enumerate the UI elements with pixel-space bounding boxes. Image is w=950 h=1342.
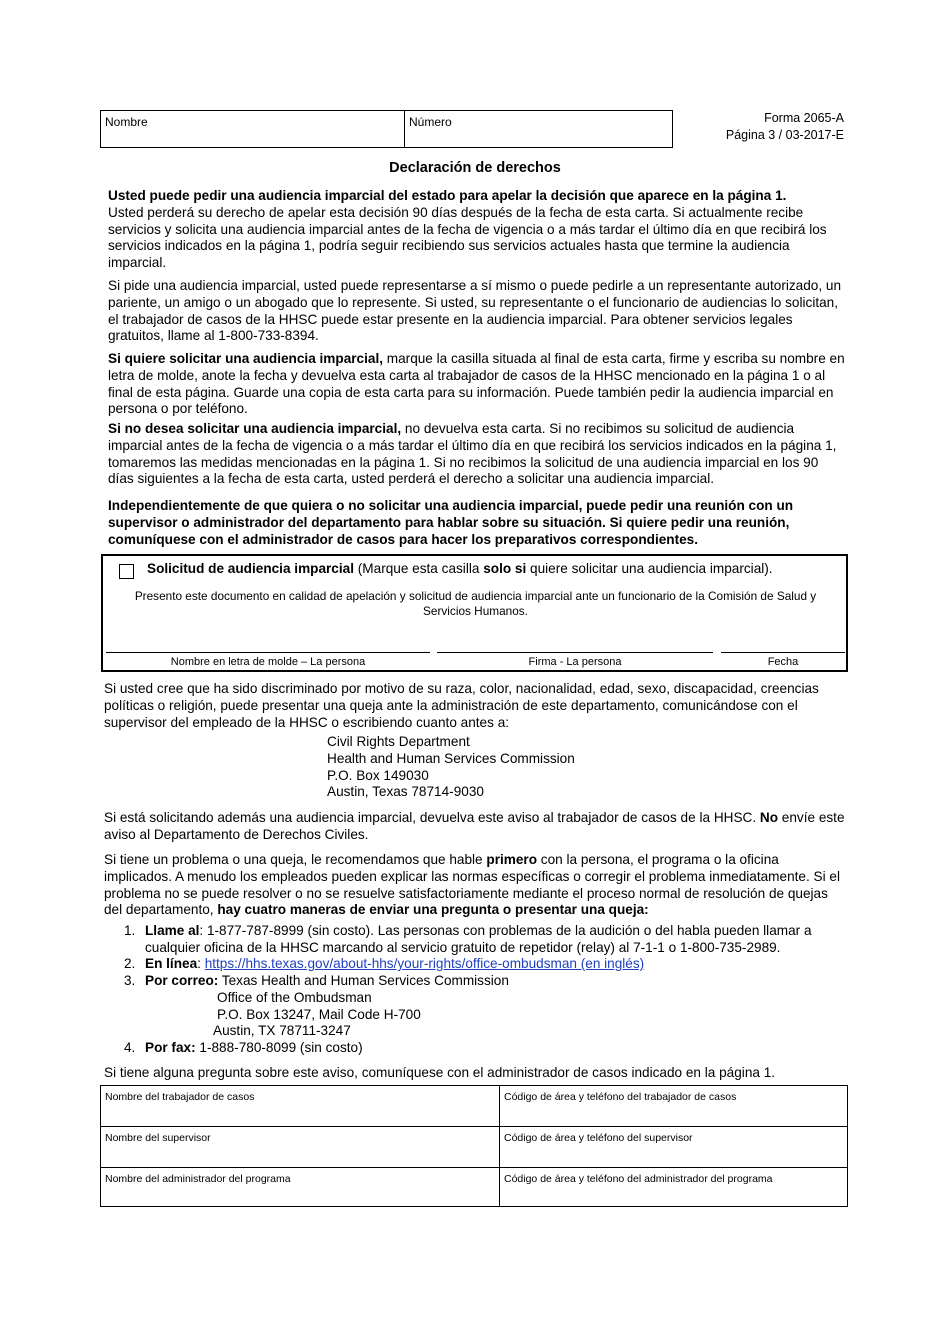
list-number: 1. (124, 923, 136, 938)
method-fax-text (145, 1040, 845, 1057)
field-label: Código de área y teléfono del supervisor (504, 1132, 693, 1144)
name-field[interactable] (101, 111, 404, 147)
address-line: P.O. Box 149030 (327, 767, 429, 783)
hearing-request-title-text: (Marque esta casilla (354, 561, 484, 576)
list-number: 4. (124, 1040, 136, 1055)
signature-label: Firma - La persona (528, 656, 622, 668)
hearing-request-only-if: solo si (483, 561, 527, 576)
mail-address-line: Austin, TX 78711-3247 (213, 1023, 351, 1038)
paragraph-meeting: Independientemente de que quiera o no solicitar una audiencia imparcial, puede pedir una reunión con un supervisor o administrador del departamento para hablar sobre su situación. Si quiere pedir una reunión, comuníquese con el administrador de casos para hacer los preparativos correspondientes. (108, 498, 794, 547)
paragraph-discrimination: Si usted cree que ha sido discriminado por motivo de su raza, color, nacionalidad, edad, sexo, discapacidad, creencias políticas o religión, puede presentar una queja ante la administración de este departamento, comunicándose con el supervisor del empleado de la HHSC o escribiendo cuanto antes a: (104, 681, 819, 730)
date-line[interactable] (721, 652, 845, 653)
address-line: Austin, Texas 78714-9030 (327, 784, 484, 800)
list-number: 3. (124, 973, 136, 988)
method-mail-label: Por correo: (145, 973, 219, 988)
address-line: Civil Rights Department (327, 734, 470, 749)
return-notice-bold: No (759, 810, 779, 825)
program-admin-name-field[interactable] (101, 1168, 499, 1208)
hearing-request-title-bold: Solicitud de audiencia imparcial (147, 561, 354, 576)
method-online-text (145, 956, 845, 973)
method-mail-text (145, 973, 845, 990)
hearing-request-statement: Presento este documento en calidad de apelación y solicitud de audiencia imparcial ante un funcionario de la Comisión de Salud y Servicios Humanos. (134, 589, 817, 618)
complaint-text: Si tiene un problema o una queja, le recomendamos que hable (104, 852, 487, 867)
complaint-ways-bold: hay cuatro maneras de enviar una pregunta o presentar una queja: (217, 902, 649, 918)
field-label: Código de área y teléfono del administrador del programa (504, 1173, 773, 1185)
complaint-text-mid: con la persona, el programa o la oficina implicados. A menudo los empleados pueden explicar las normas específicas o corregir el problema inmediatamente. Si el problema no se puede resolver o no se resuelve satisfactoriamente mediante el proceso normal de resolución de quejas del departamento, (104, 852, 840, 918)
mail-address-line: Texas Health and Human Services Commission (218, 973, 509, 988)
caseworker-phone-field[interactable] (500, 1086, 847, 1126)
page-info: Página 3 / 03-2017-E (725, 128, 844, 142)
list-number: 2. (124, 956, 136, 971)
method-phone-label: Llame al (145, 923, 200, 938)
request-hearing-bold: Si quiere solicitar una audiencia imparcial, (108, 351, 383, 366)
complaint-first-bold: primero (486, 852, 538, 867)
hearing-request-box (101, 554, 848, 672)
mail-address-line: P.O. Box 13247, Mail Code H-700 (217, 1007, 421, 1022)
paragraph-no-hearing (108, 421, 846, 488)
field-label: Nombre del trabajador de casos (105, 1091, 255, 1103)
hearing-request-checkbox[interactable] (119, 564, 134, 579)
supervisor-name-field[interactable] (101, 1127, 499, 1167)
supervisor-phone-field[interactable] (500, 1127, 847, 1167)
field-label: Código de área y teléfono del trabajador de casos (504, 1091, 737, 1103)
printed-name-label: Nombre en letra de molde – La persona (170, 656, 366, 668)
page-title: Declaración de derechos (389, 160, 561, 176)
return-notice-text: Si está solicitando además una audiencia imparcial, devuelva este aviso al trabajador de casos de la HHSC. (104, 810, 760, 825)
appeal-right-text: Usted perderá su derecho de apelar esta decisión 90 días después de la fecha de esta carta. Si actualmente recibe servicios y solicita una audiencia imparcial antes de la fecha de vigencia o a más tardar el último día en que recibirá los servicios indicados en la página 1, podría seguir recibiendo sus servicios actuales hasta que termine la audiencia imparcial. (108, 204, 827, 271)
date-label: Fecha (767, 656, 799, 668)
field-label: Nombre del supervisor (105, 1132, 211, 1144)
no-hearing-text: no devuelva esta carta. Si no recibimos su solicitud de audiencia imparcial antes de la fecha de vigencia o a más tardar el último día en que recibirá los servicios indicados en la página 1, tomaremos las medidas mencionadas en la página 1. Si no recibimos la solicitud de una audiencia imparcial en los 90 días siguientes a la fecha de esta carta, usted perderá el derecho a solicitar una audiencia imparcial. (108, 421, 837, 487)
name-label: Nombre (105, 115, 148, 129)
method-online-sep: : (197, 956, 205, 971)
number-field[interactable] (405, 111, 673, 147)
mail-address-line: Office of the Ombudsman (217, 990, 372, 1005)
request-hearing-text: marque la casilla situada al final de esta carta, firme y escriba su nombre en letra de molde, anote la fecha y devuelva esta carta al trabajador de casos de la HHSC mencionado en la página 1 o al final de esta página. Guarde una copia de esta carta para su información. Puede también pedir la audiencia imparcial en persona o por teléfono. (108, 351, 845, 417)
number-label: Número (409, 115, 452, 129)
address-line: Health and Human Services Commission (327, 750, 575, 766)
field-label: Nombre del administrador del programa (105, 1173, 291, 1185)
method-fax-label: Por fax: (145, 1040, 196, 1055)
method-online-label: En línea (145, 956, 198, 971)
printed-name-line[interactable] (106, 652, 430, 653)
return-notice-text-end: envíe este aviso al Departamento de Derechos Civiles. (104, 810, 845, 842)
appeal-right-bold: Usted puede pedir una audiencia imparcial del estado para apelar la decisión que aparece en la página 1. (108, 188, 787, 203)
paragraph-representation: Si pide una audiencia imparcial, usted puede representarse a sí mismo o puede pedirle a un representante autorizado, un pariente, un amigo o un abogado que lo represente. Si usted, su representante o el funcionario de audiencias lo solicitan, el trabajador de casos de la HHSC puede estar presente en la audiencia imparcial. Para obtener servicios legales gratuitos, llame al 1-800-733-8394. (108, 278, 842, 344)
table-row (101, 1086, 847, 1126)
hearing-request-title-end: quiere solicitar una audiencia imparcial). (526, 561, 773, 576)
contacts-table (100, 1085, 848, 1207)
header-fields-box (100, 110, 673, 148)
signature-line[interactable] (437, 652, 713, 653)
method-phone-text (145, 923, 845, 957)
form-identifier (726, 110, 844, 144)
paragraph-request-hearing (108, 351, 846, 418)
table-row (101, 1168, 847, 1208)
caseworker-name-field[interactable] (101, 1086, 499, 1126)
paragraph-questions: Si tiene alguna pregunta sobre este aviso, comuníquese con el administrador de casos indicado en la página 1. (104, 1065, 776, 1080)
ombudsman-link[interactable]: https://hhs.texas.gov/about-hhs/your-rights/office-ombudsman (en inglés) (204, 956, 645, 971)
paragraph-appeal-right (108, 188, 846, 272)
paragraph-complaint (104, 852, 846, 919)
form-number: Forma 2065-A (764, 111, 844, 125)
method-fax-detail: 1-888-780-8099 (sin costo) (195, 1040, 363, 1055)
civil-rights-address (327, 734, 575, 801)
method-phone-detail: : 1-877-787-8999 (sin costo). Las personas con problemas de la audición o del habla pueden llamar a cualquier oficina de la HHSC marcando al servicio gratuito de repetidor (relay) al 7-1-1 o 1-800-735-2989. (145, 923, 812, 955)
paragraph-return-notice (104, 810, 846, 844)
no-hearing-bold: Si no desea solicitar una audiencia imparcial, (108, 421, 402, 436)
program-admin-phone-field[interactable] (500, 1168, 847, 1208)
hearing-request-title (147, 561, 773, 578)
table-row (101, 1127, 847, 1167)
